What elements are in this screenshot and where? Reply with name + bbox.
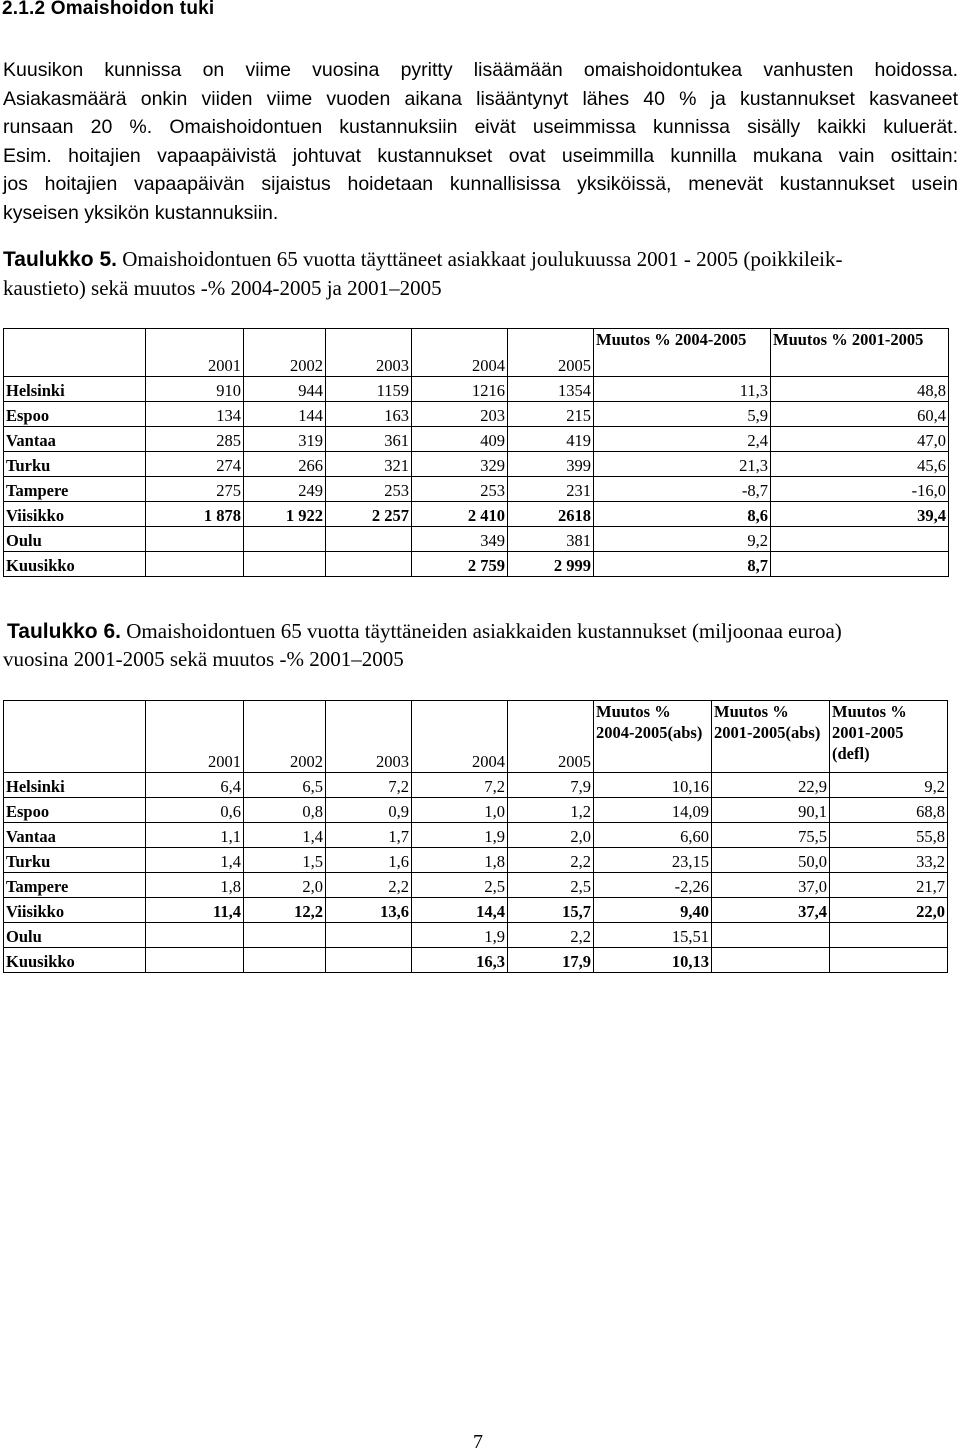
- table6-cell: 1,6: [326, 848, 412, 873]
- table6-cell: 6,4: [146, 773, 244, 798]
- table5-cell: 8,7: [594, 552, 771, 577]
- table6-row: [4, 848, 948, 873]
- table6-cell: 0,9: [326, 798, 412, 823]
- table6-cell: 14,09: [594, 798, 712, 823]
- table5-cell: 249: [244, 477, 326, 502]
- table6-cell: 55,8: [830, 823, 948, 848]
- table5-row: [4, 402, 949, 427]
- table5-cell: 134: [146, 402, 244, 427]
- table6-cell: 68,8: [830, 798, 948, 823]
- table5-cell: 1 878: [146, 502, 244, 527]
- table5-cell: 419: [508, 427, 594, 452]
- table5-cell: 409: [412, 427, 508, 452]
- table6-cell: [146, 923, 244, 948]
- table6-cell: 0,8: [244, 798, 326, 823]
- table5-header-cell: 2005: [508, 329, 594, 377]
- table6-cell: [830, 948, 948, 973]
- table5-cell: 1 922: [244, 502, 326, 527]
- table6-cell: 33,2: [830, 848, 948, 873]
- table5-header-cell: 2003: [326, 329, 412, 377]
- table5-cell: 2618: [508, 502, 594, 527]
- table5: [3, 328, 949, 577]
- table6-cell: [712, 948, 830, 973]
- table6-row: [4, 773, 948, 798]
- table6-cell: 1,8: [412, 848, 508, 873]
- table5-cell: 2 759: [412, 552, 508, 577]
- table6-header-cell: 2003: [326, 701, 412, 773]
- table5-cell: 2 410: [412, 502, 508, 527]
- table6-cell: [830, 923, 948, 948]
- table5-row-label: Tampere: [4, 477, 146, 502]
- table5-cell: 231: [508, 477, 594, 502]
- table6-header-cell: Muutos % 2001-2005(abs): [712, 701, 830, 773]
- table5-cell: 21,3: [594, 452, 771, 477]
- table5-cell: 48,8: [771, 377, 949, 402]
- table5-cell: 11,3: [594, 377, 771, 402]
- table5-header-row: [4, 329, 949, 377]
- table6-cell: 0,6: [146, 798, 244, 823]
- table5-header-cell: Muutos % 2001-2005: [771, 329, 949, 377]
- table5-row: [4, 552, 949, 577]
- table5-cell: 399: [508, 452, 594, 477]
- table6-cell: 15,7: [508, 898, 594, 923]
- table6-cell: 23,15: [594, 848, 712, 873]
- table6-cell: 1,4: [146, 848, 244, 873]
- table6-cell: 2,2: [326, 873, 412, 898]
- table5-cell: 349: [412, 527, 508, 552]
- table5-cell: [244, 552, 326, 577]
- table6-caption-text: vuosina 2001-2005 sekä muutos -% 2001–2005: [3, 647, 404, 671]
- paragraph-line: Asiakasmäärä onkin viiden viime vuoden aikana lisääntynyt lähes 40 % ja kustannukset kasvaneet: [3, 87, 958, 110]
- table6-cell: 12,2: [244, 898, 326, 923]
- table5-cell: 381: [508, 527, 594, 552]
- table5-row-label: Oulu: [4, 527, 146, 552]
- table6-cell: 7,9: [508, 773, 594, 798]
- table6-cell: 1,9: [412, 823, 508, 848]
- table5-row: [4, 427, 949, 452]
- section-heading: 2.1.2 Omaishoidon tuki: [2, 0, 215, 19]
- table6: [3, 700, 948, 973]
- table6-caption-line2: [3, 645, 404, 673]
- table6-row: [4, 948, 948, 973]
- table6-header-cell: 2002: [244, 701, 326, 773]
- table6-row-label: Tampere: [4, 873, 146, 898]
- table5-cell: 361: [326, 427, 412, 452]
- table6-caption: [7, 617, 960, 646]
- table5-cell: -16,0: [771, 477, 949, 502]
- paragraph-line: kyseisen yksikön kustannuksiin.: [3, 201, 279, 224]
- table5-cell: 275: [146, 477, 244, 502]
- table6-cell: [712, 923, 830, 948]
- table6-cell: 2,2: [508, 848, 594, 873]
- table6-cell: 1,7: [326, 823, 412, 848]
- table6-cell: 2,5: [412, 873, 508, 898]
- table5-cell: 203: [412, 402, 508, 427]
- table6-corner-cell: [4, 701, 146, 773]
- table5-header-cell: Muutos % 2004-2005: [594, 329, 771, 377]
- table5-cell: 321: [326, 452, 412, 477]
- table5-cell: 253: [326, 477, 412, 502]
- table6-row: [4, 823, 948, 848]
- table6-cell: [146, 948, 244, 973]
- table5-cell: 2,4: [594, 427, 771, 452]
- table5-row-label: Viisikko: [4, 502, 146, 527]
- table6-cell: 14,4: [412, 898, 508, 923]
- table5-caption: [3, 245, 958, 302]
- table6-cell: 2,0: [244, 873, 326, 898]
- table6-cell: 2,5: [508, 873, 594, 898]
- table5-cell: 329: [412, 452, 508, 477]
- table5-cell: 144: [244, 402, 326, 427]
- table5-cell: -8,7: [594, 477, 771, 502]
- table6-cell: 2,2: [508, 923, 594, 948]
- table6-header-row: [4, 701, 948, 773]
- table6-cell: 50,0: [712, 848, 830, 873]
- table6-header-cell: Muutos % 2004-2005(abs): [594, 701, 712, 773]
- table6-caption-text: Omaishoidontuen 65 vuotta täyttäneiden asiakkaiden kustannukset (miljoonaa euroa): [120, 619, 842, 643]
- table5-label: Taulukko 5.: [3, 248, 117, 271]
- table5-cell: 5,9: [594, 402, 771, 427]
- table6-cell: 7,2: [412, 773, 508, 798]
- table6-row-label: Vantaa: [4, 823, 146, 848]
- table5-cell: [771, 552, 949, 577]
- table6-cell: 75,5: [712, 823, 830, 848]
- table5-caption-text: Omaishoidontuen 65 vuotta täyttäneet asiakkaat joulukuussa 2001 - 2005 (poikkileik-: [116, 247, 843, 271]
- table6-row: [4, 898, 948, 923]
- table5-cell: 60,4: [771, 402, 949, 427]
- table6-cell: 6,5: [244, 773, 326, 798]
- table6-cell: 10,16: [594, 773, 712, 798]
- table5-row: [4, 377, 949, 402]
- table6-cell: 37,4: [712, 898, 830, 923]
- table6-cell: 7,2: [326, 773, 412, 798]
- table5-cell: [771, 527, 949, 552]
- table6-cell: 21,7: [830, 873, 948, 898]
- table5-cell: [146, 527, 244, 552]
- table6-cell: 10,13: [594, 948, 712, 973]
- table5-row-label: Turku: [4, 452, 146, 477]
- table5-cell: [326, 552, 412, 577]
- table5-cell: 39,4: [771, 502, 949, 527]
- table6-cell: 16,3: [412, 948, 508, 973]
- table5-cell: 1216: [412, 377, 508, 402]
- table5-cell: 253: [412, 477, 508, 502]
- table6-header-cell: 2004: [412, 701, 508, 773]
- table5-row-label: Espoo: [4, 402, 146, 427]
- table6-cell: 22,9: [712, 773, 830, 798]
- table6-header-cell: 2001: [146, 701, 244, 773]
- table6-cell: 90,1: [712, 798, 830, 823]
- table6-row-label: Kuusikko: [4, 948, 146, 973]
- table6-cell: 1,8: [146, 873, 244, 898]
- table6-cell: 17,9: [508, 948, 594, 973]
- table5-row: [4, 527, 949, 552]
- table5-header-cell: 2002: [244, 329, 326, 377]
- table6-cell: 1,5: [244, 848, 326, 873]
- table6-cell: 15,51: [594, 923, 712, 948]
- table5-cell: 2 257: [326, 502, 412, 527]
- table5-cell: [326, 527, 412, 552]
- table5-cell: 1354: [508, 377, 594, 402]
- table6-row-label: Helsinki: [4, 773, 146, 798]
- table6-cell: [244, 923, 326, 948]
- table5-cell: 285: [146, 427, 244, 452]
- table5-cell: 2 999: [508, 552, 594, 577]
- table6-header-cell: 2005: [508, 701, 594, 773]
- table5-cell: 215: [508, 402, 594, 427]
- table5-cell: 47,0: [771, 427, 949, 452]
- table6-cell: 9,40: [594, 898, 712, 923]
- table5-caption-text: kaustieto) sekä muutos -% 2004-2005 ja 2001–2005: [3, 276, 442, 300]
- table6-cell: 37,0: [712, 873, 830, 898]
- table6-cell: -2,26: [594, 873, 712, 898]
- table6-row-label: Espoo: [4, 798, 146, 823]
- table5-cell: 45,6: [771, 452, 949, 477]
- table6-cell: 1,0: [412, 798, 508, 823]
- table5-cell: 319: [244, 427, 326, 452]
- table5-header-cell: 2001: [146, 329, 244, 377]
- paragraph-line: Kuusikon kunnissa on viime vuosina pyritty lisäämään omaishoidontukea vanhusten hoidossa.: [3, 59, 958, 81]
- table6-row: [4, 798, 948, 823]
- table5-cell: 8,6: [594, 502, 771, 527]
- table6-cell: [244, 948, 326, 973]
- table6-row-label: Oulu: [4, 923, 146, 948]
- table6-cell: 6,60: [594, 823, 712, 848]
- table5-row-label: Helsinki: [4, 377, 146, 402]
- table6-row-label: Viisikko: [4, 898, 146, 923]
- table6-cell: 1,2: [508, 798, 594, 823]
- table5-cell: 9,2: [594, 527, 771, 552]
- table5-cell: 910: [146, 377, 244, 402]
- intro-paragraph: [3, 56, 958, 227]
- table5-header-cell: 2004: [412, 329, 508, 377]
- paragraph-line: Esim. hoitajien vapaapäivistä johtuvat kustannukset ovat useimmilla kunnilla mukana vain osittain:: [3, 144, 958, 167]
- table5-cell: [146, 552, 244, 577]
- table5-row-label: Kuusikko: [4, 552, 146, 577]
- page-number: 7: [473, 1431, 483, 1453]
- table5-corner-cell: [4, 329, 146, 377]
- table5-cell: 1159: [326, 377, 412, 402]
- table5-cell: 944: [244, 377, 326, 402]
- table5-row: [4, 502, 949, 527]
- table6-cell: [326, 948, 412, 973]
- table6-cell: 9,2: [830, 773, 948, 798]
- table5-row-label: Vantaa: [4, 427, 146, 452]
- table6-cell: 1,4: [244, 823, 326, 848]
- table5-cell: 163: [326, 402, 412, 427]
- table6-cell: [326, 923, 412, 948]
- table6-row: [4, 873, 948, 898]
- table5-cell: 266: [244, 452, 326, 477]
- table6-label: Taulukko 6.: [7, 620, 121, 643]
- table5-cell: 274: [146, 452, 244, 477]
- paragraph-line: jos hoitajien vapaapäivän sijaistus hoidetaan kunnallisissa yksiköissä, menevät kustannukset usein: [3, 173, 958, 195]
- table5-cell: [244, 527, 326, 552]
- table5-row: [4, 477, 949, 502]
- table6-cell: 1,9: [412, 923, 508, 948]
- table6-row: [4, 923, 948, 948]
- paragraph-line: runsaan 20 %. Omaishoidontuen kustannuksiin eivät useimmissa kunnissa sisälly kaikki kuluerät.: [3, 116, 958, 138]
- table6-cell: 22,0: [830, 898, 948, 923]
- table6-cell: 1,1: [146, 823, 244, 848]
- table6-row-label: Turku: [4, 848, 146, 873]
- table6-cell: 11,4: [146, 898, 244, 923]
- table6-cell: 13,6: [326, 898, 412, 923]
- table5-row: [4, 452, 949, 477]
- table6-header-cell: Muutos % 2001-2005 (defl): [830, 701, 948, 773]
- table6-cell: 2,0: [508, 823, 594, 848]
